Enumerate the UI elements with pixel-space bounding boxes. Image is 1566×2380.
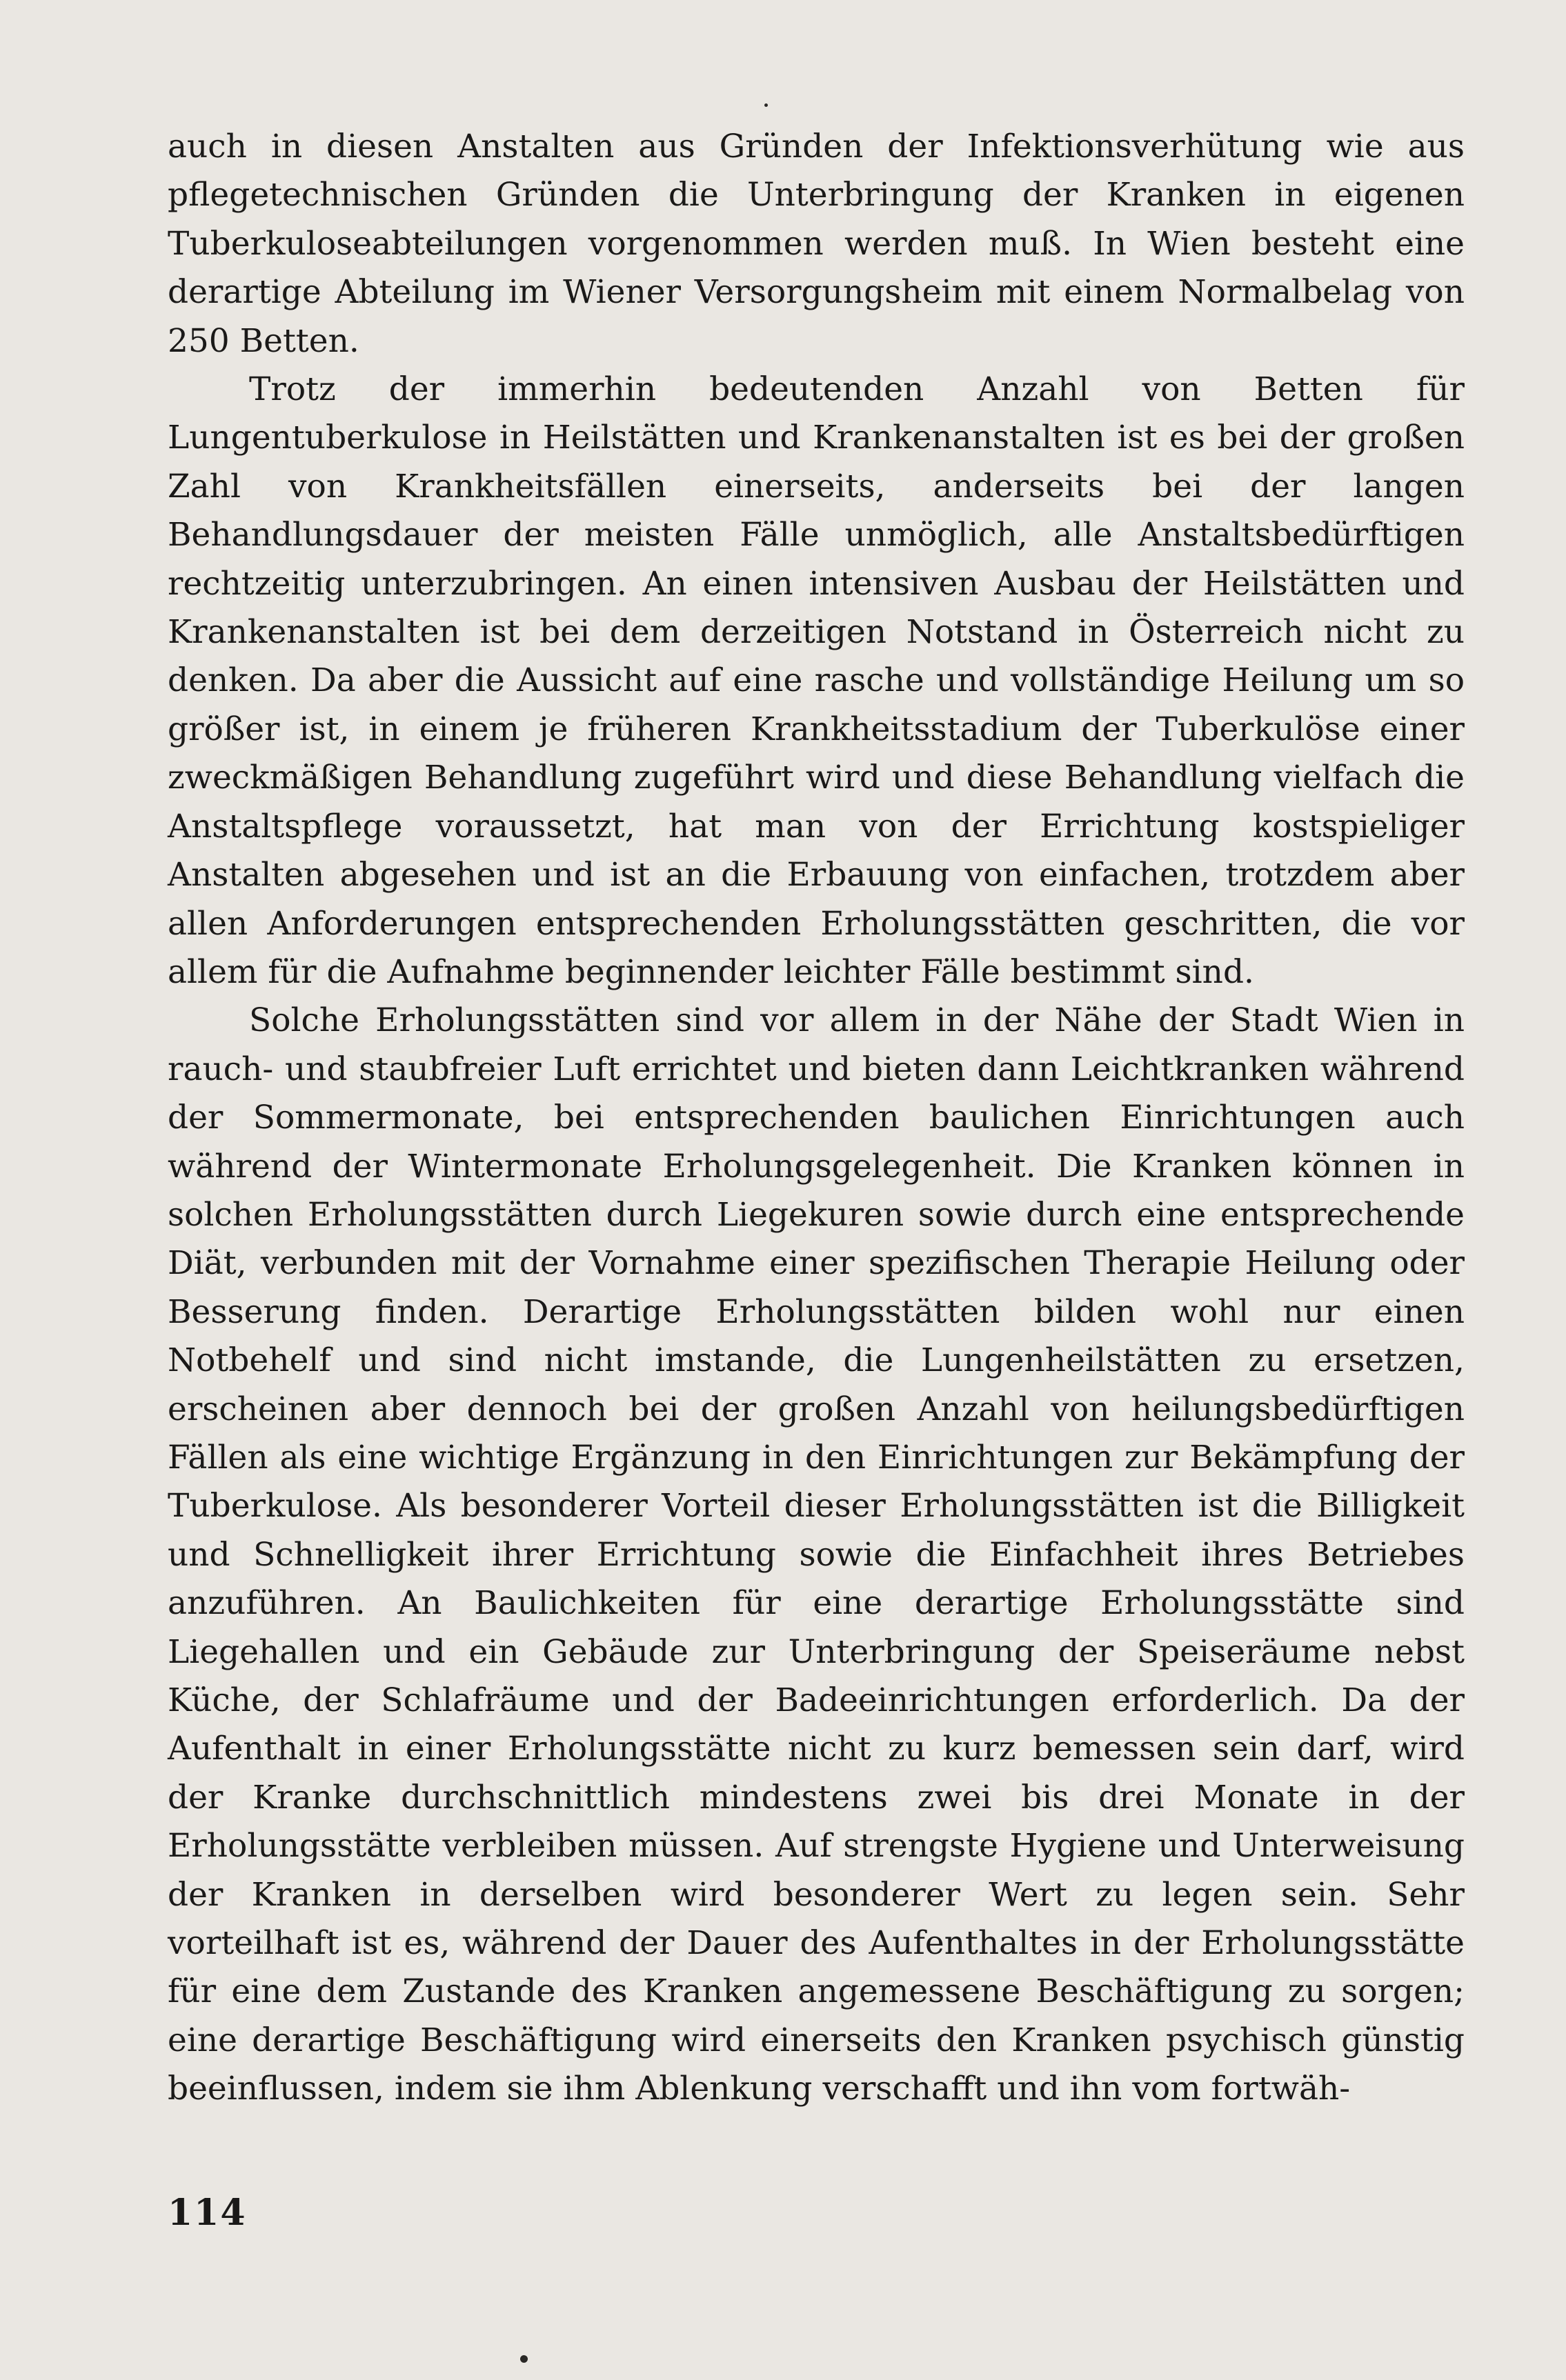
body-text: [168, 123, 1465, 2114]
speck-bottom: [520, 2355, 528, 2363]
paragraph-3: Solche Erholungsstätten sind vor allem in der Nähe der Stadt Wien in rauch- und staubfreier Luft errichtet und bieten dann Leichtkranken während der Sommermonate, bei entsprechenden baulichen Einrichtungen auch während der Wintermonate Erholungsgelegenheit. Die Kranken können in solchen Erholungsstätten durch Liegekuren sowie durch eine entsprechende Diät, verbunden mit der Vornahme einer spezifischen Therapie Heilung oder Besserung finden. Derartige Erholungsstätten bilden wohl nur einen Notbehelf und sind nicht imstande, die Lungenheilstätten zu ersetzen, erscheinen aber dennoch bei der großen Anzahl von heilungsbedürftigen Fällen als eine wichtige Ergänzung in den Einrichtungen zur Bekämpfung der Tuberkulose. Als besonderer Vorteil dieser Erholungsstätten ist die Billigkeit und Schnelligkeit ihrer Errichtung sowie die Einfachheit ihres Betriebes anzuführen. An Baulichkeiten für eine derartige Erholungsstätte sind Liegehallen und ein Gebäude zur Unterbringung der Speiseräume nebst Küche, der Schlafräume und der Badeeinrichtungen erforderlich. Da der Aufenthalt in einer Erholungsstätte nicht zu kurz bemessen sein darf, wird der Kranke durchschnittlich mindestens zwei bis drei Monate in der Erholungsstätte verbleiben müssen. Auf strengste Hygiene und Unterweisung der Kranken in derselben wird besonderer Wert zu legen sein. Sehr vorteilhaft ist es, während der Dauer des Aufenthaltes in der Erholungsstätte für eine dem Zustande des Kranken angemessene Beschäftigung zu sorgen; eine derartige Beschäftigung wird einerseits den Kranken psychisch günstig beeinflussen, indem sie ihm Ablenkung verschafft und ihn vom fortwäh-: [168, 1001, 1465, 2108]
paragraph-1: auch in diesen Anstalten aus Gründen der Infektionsverhütung wie aus pflegetechnischen Gründen die Unterbringung der Kranken in eigenen Tuberkuloseabteilungen vorgenommen werden muß. In Wien besteht eine derartige Abteilung im Wiener Versorgungsheim mit einem Normalbelag von 250 Betten.: [168, 128, 1465, 360]
paragraph-2: Trotz der immerhin bedeutenden Anzahl von Betten für Lungentuberkulose in Heilstätten und Krankenanstalten ist es bei der großen Zahl von Krankheitsfällen einerseits, anderseits bei der langen Behandlungsdauer der meisten Fälle unmöglich, alle Anstaltsbedürftigen rechtzeitig unterzubringen. An einen intensiven Ausbau der Heilstätten und Krankenanstalten ist bei dem derzeitigen Notstand in Österreich nicht zu denken. Da aber die Aussicht auf eine rasche und vollständige Heilung um so größer ist, in einem je früheren Krankheitsstadium der Tuberkulöse einer zweckmäßigen Behandlung zugeführt wird und diese Behandlung vielfach die Anstaltspflege voraussetzt, hat man von der Errichtung kostspieliger Anstalten abgesehen und ist an die Erbauung von einfachen, trotzdem aber allen Anforderungen entsprechenden Erholungsstätten geschritten, die vor allem für die Aufnahme beginnender leichter Fälle bestimmt sind.: [168, 370, 1465, 991]
page-number: 114: [168, 2192, 247, 2234]
speck-top: [764, 103, 768, 107]
